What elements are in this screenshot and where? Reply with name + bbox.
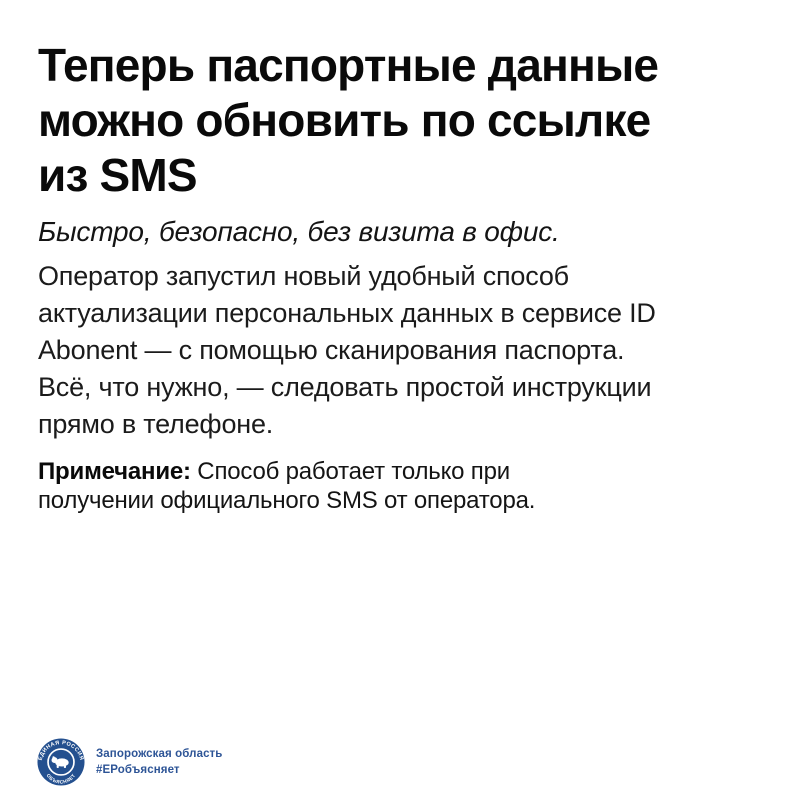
footer [37, 738, 222, 786]
body-line-1: Оператор запустил новый удобный способ [38, 261, 569, 291]
logo-bottom-arc-text: ОБЪЯСНЯЕТ [44, 773, 78, 786]
note-line-1 [38, 457, 762, 486]
headline-line-2: можно обновить по ссылке [38, 94, 651, 146]
footer-hashtag: #ЕРобъясняет [96, 764, 180, 776]
note-line-2: получении официального SMS от оператора. [38, 487, 536, 514]
subtitle: Быстро, безопасно, без визита в офис. [38, 216, 560, 247]
footer-text [96, 746, 222, 778]
body-line-4: Всё, что нужно, — следовать простой инструкции [38, 372, 652, 402]
body-line-5: прямо в телефоне. [38, 409, 274, 439]
headline-line-3: из SMS [38, 149, 197, 201]
body-paragraph [38, 258, 762, 443]
united-russia-logo-icon [37, 738, 85, 786]
note-line-1-text: Способ работает только при [190, 458, 510, 485]
body-line-2: актуализации персональных данных в сервисе ID [38, 298, 656, 328]
page-title [38, 38, 762, 203]
body-line-3: Abonent — с помощью сканирования паспорта. [38, 335, 625, 365]
headline-line-1: Теперь паспортные данные [38, 39, 659, 91]
note-label: Примечание: [38, 458, 191, 485]
footer-region: Запорожская область [96, 748, 223, 760]
logo-top-arc-text: ЕДИНАЯ РОССИЯ [37, 740, 85, 762]
note-paragraph [38, 457, 762, 515]
